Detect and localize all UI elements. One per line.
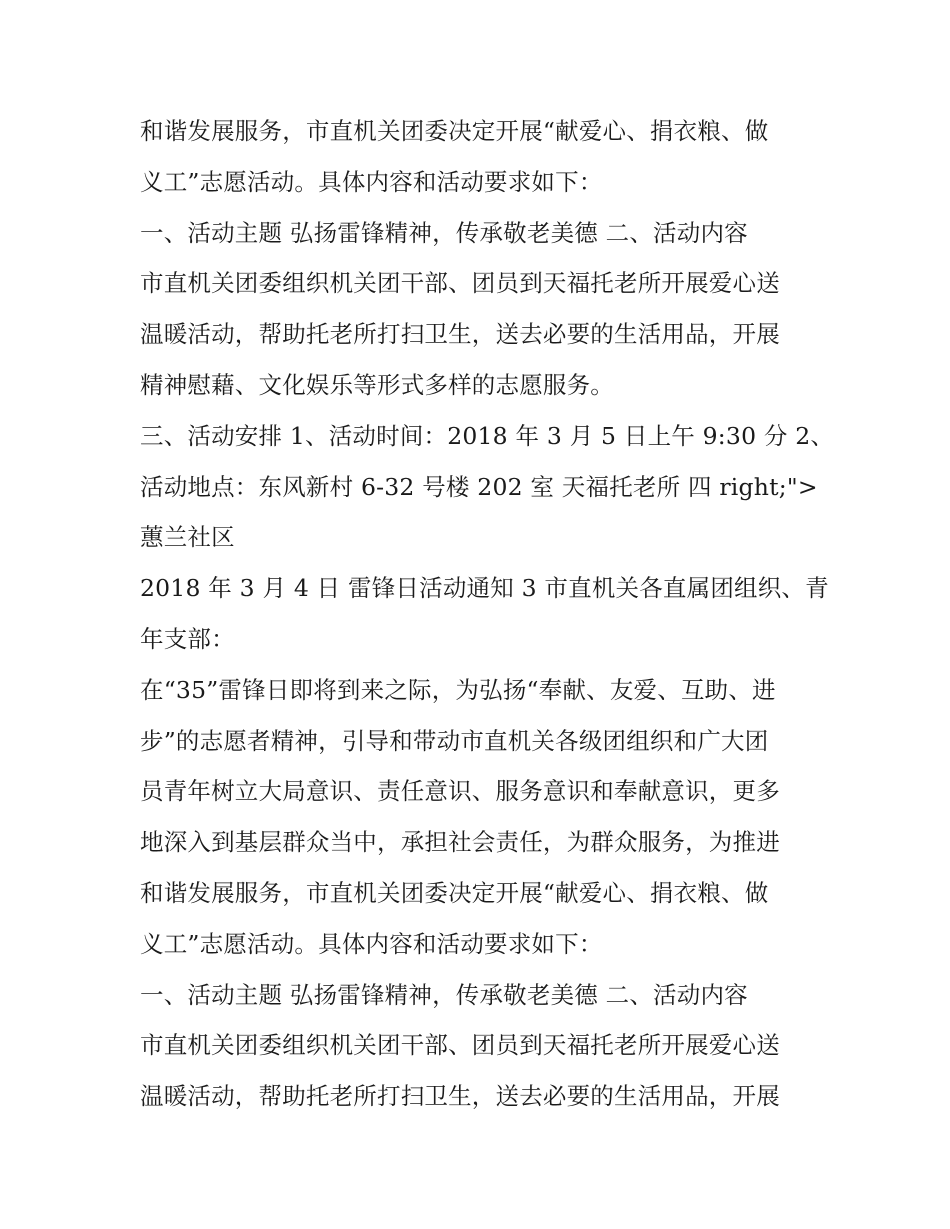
text-line: 温暖活动，帮助托老所打扫卫生，送去必要的生活用品，开展: [140, 1082, 780, 1111]
document-body: [140, 106, 835, 1122]
text-line: 蕙兰社区: [140, 523, 235, 552]
text-line: 年支部：: [140, 624, 235, 653]
text-line: 市直机关团委组织机关团干部、团员到天福托老所开展爱心送: [140, 1031, 780, 1060]
text-line: 2018 年 3 月 4 日 雷锋日活动通知 3 市直机关各直属团组织、青: [140, 574, 829, 603]
text-line: 三、活动安排 1、活动时间：2018 年 3 月 5 日上午 9:30 分 2、: [140, 421, 835, 450]
text-line: 步”的志愿者精神，引导和带动市直机关各级团组织和广大团: [140, 726, 769, 755]
text-line: 义工”志愿活动。具体内容和活动要求如下：: [140, 929, 603, 958]
text-line: 和谐发展服务，市直机关团委决定开展“献爱心、捐衣粮、做: [140, 878, 769, 907]
text-line: 温暖活动，帮助托老所打扫卫生，送去必要的生活用品，开展: [140, 320, 780, 349]
text-line: 义工”志愿活动。具体内容和活动要求如下：: [140, 167, 603, 196]
text-line: 活动地点：东风新村 6-32 号楼 202 室 天福托老所 四 right;">: [140, 472, 818, 501]
text-line: 市直机关团委组织机关团干部、团员到天福托老所开展爱心送: [140, 269, 780, 298]
text-line: 地深入到基层群众当中，承担社会责任，为群众服务，为推进: [140, 828, 780, 857]
text-line: 和谐发展服务，市直机关团委决定开展“献爱心、捐衣粮、做: [140, 117, 769, 145]
text-line: 一、活动主题 弘扬雷锋精神，传承敬老美德 二、活动内容: [140, 980, 748, 1009]
text-line: 在“35”雷锋日即将到来之际，为弘扬“奉献、友爱、互助、进: [140, 675, 776, 704]
text-line: 一、活动主题 弘扬雷锋精神，传承敬老美德 二、活动内容: [140, 218, 748, 247]
text-line: 员青年树立大局意识、责任意识、服务意识和奉献意识，更多: [140, 777, 780, 806]
text-line: 精神慰藉、文化娱乐等形式多样的志愿服务。: [140, 370, 614, 399]
